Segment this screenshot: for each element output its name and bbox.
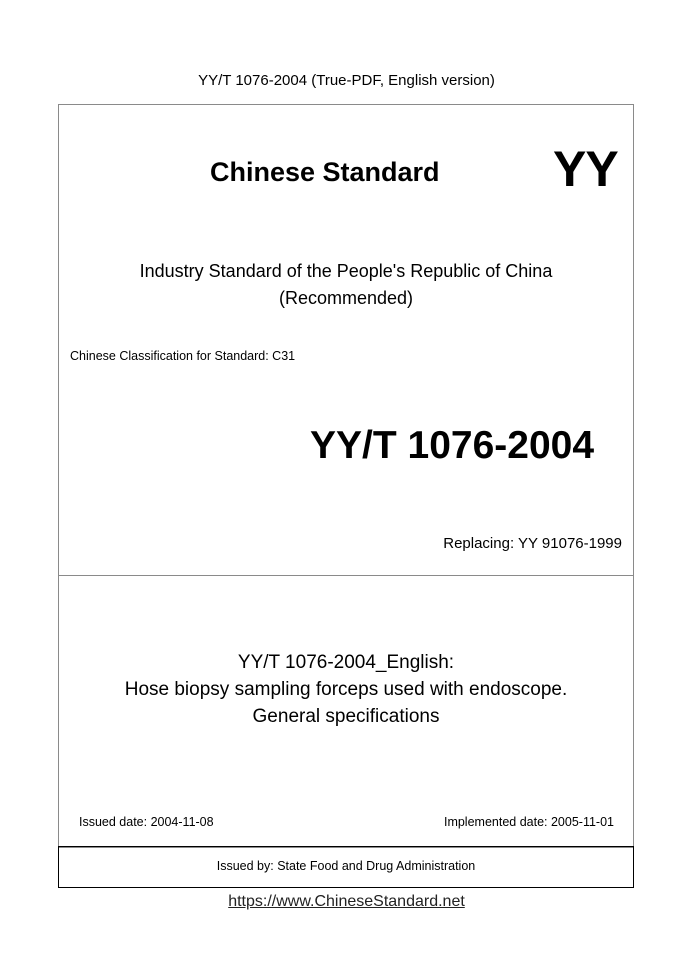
standard-code-mark: YY (553, 141, 618, 197)
industry-line-2: (Recommended) (278, 288, 414, 308)
document-title (58, 649, 634, 730)
replacing-text: Replacing: YY 91076-1999 (443, 535, 622, 552)
standard-number: YY/T 1076-2004 (310, 424, 595, 467)
issued-date: Issued date: 2004-11-08 (79, 815, 214, 829)
page-header: YY/T 1076-2004 (True-PDF, English version) (198, 72, 495, 89)
title-line-3: General specifications (252, 706, 440, 727)
implemented-date: Implemented date: 2005-11-01 (443, 815, 614, 829)
title-line-1: YY/T 1076-2004_English: (237, 652, 455, 673)
title-line-2: Hose biopsy sampling forceps used with endoscope. (124, 679, 568, 700)
industry-line-1: Industry Standard of the People's Republic of China (139, 261, 553, 281)
website-link[interactable]: https://www.ChineseStandard.net (228, 893, 465, 910)
industry-statement (58, 258, 634, 312)
classification-text: Chinese Classification for Standard: C31 (70, 349, 296, 363)
issued-by-text: Issued by: State Food and Drug Administration (216, 859, 476, 873)
cover-heading: Chinese Standard (210, 157, 440, 187)
